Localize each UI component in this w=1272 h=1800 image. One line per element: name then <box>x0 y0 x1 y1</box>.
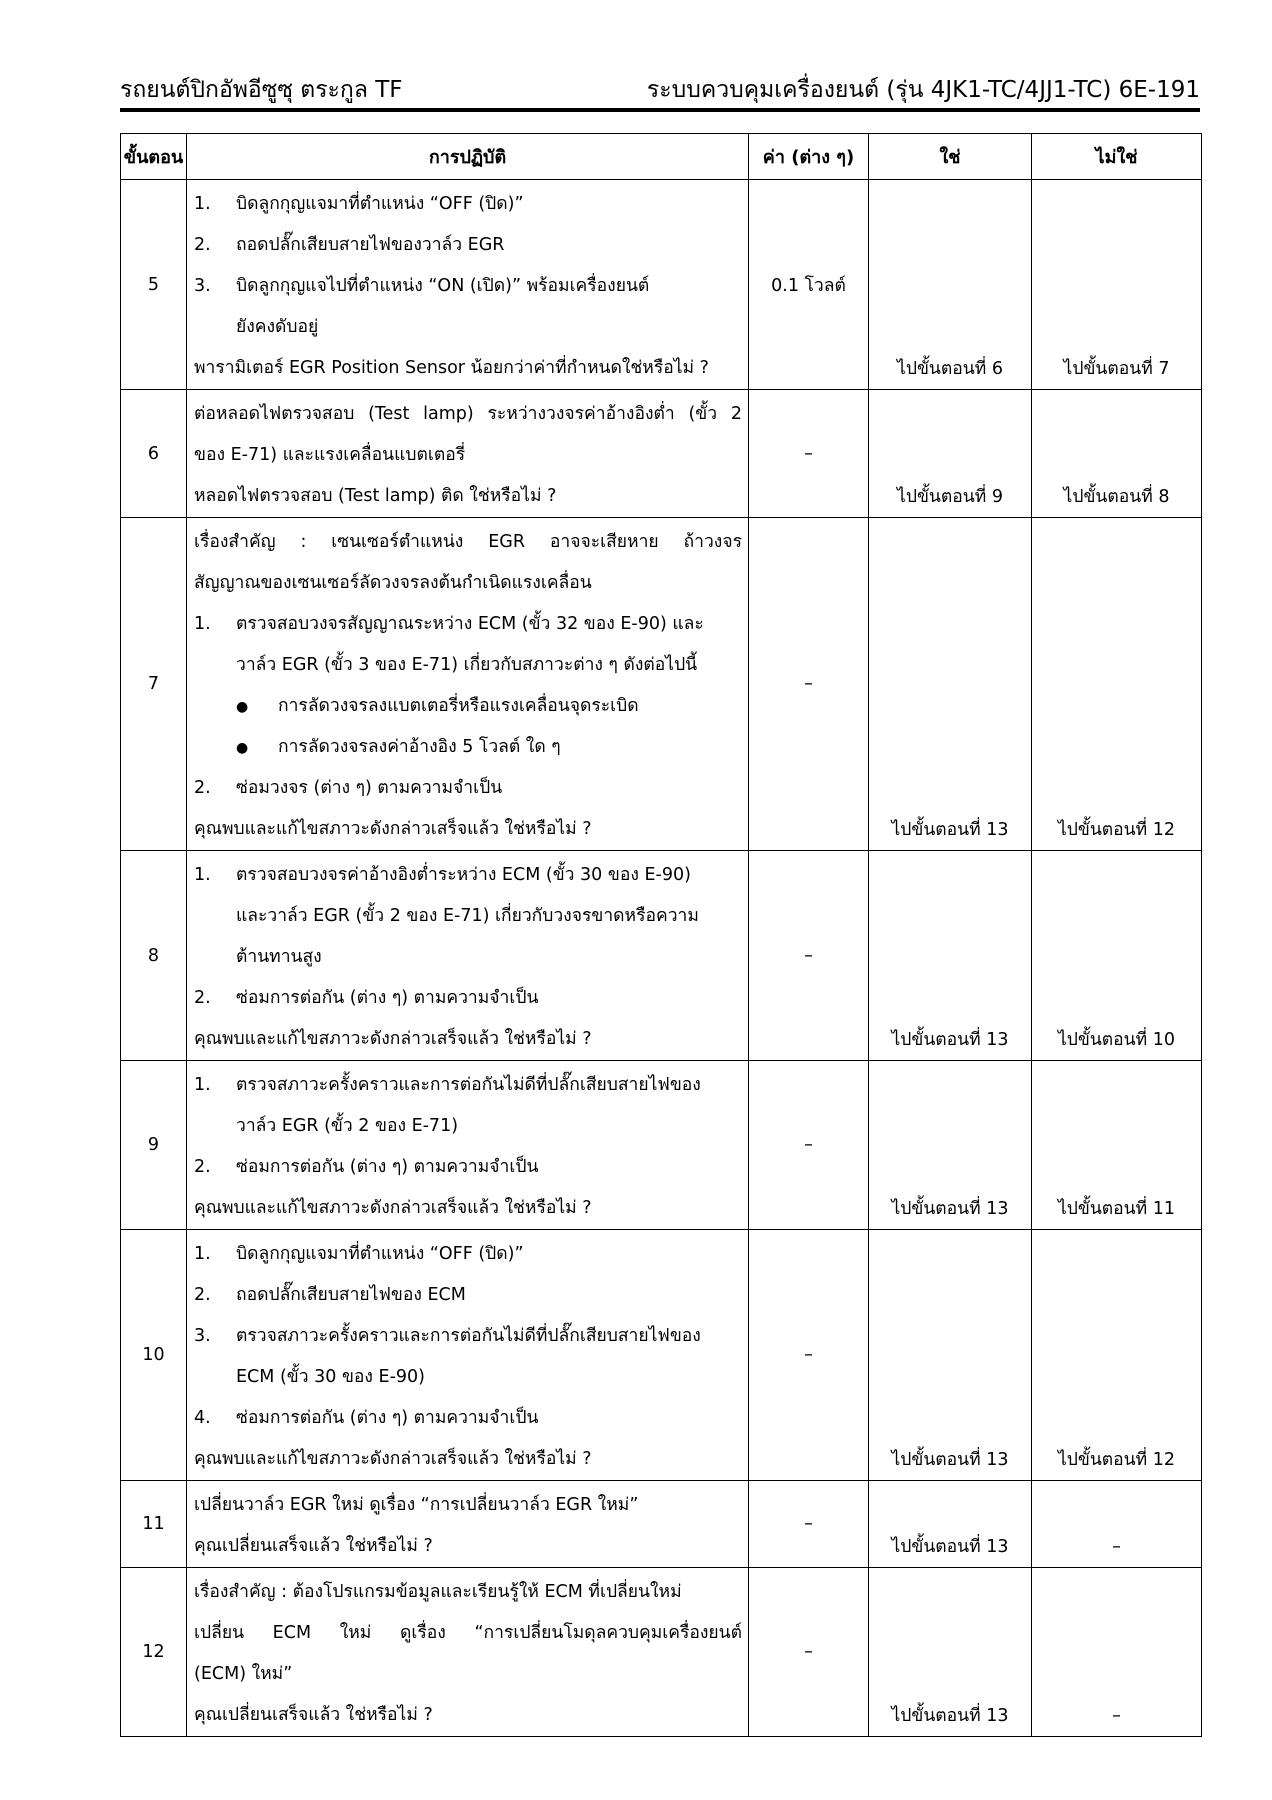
action-cell <box>187 851 749 1061</box>
list-number: 1. <box>194 1075 211 1095</box>
col-header-action: การปฏิบัติ <box>187 134 749 180</box>
bullet-item: การลัดวงจรลงแบตเตอรี่หรือแรงเคลื่อนจุดระเบิด <box>278 696 639 716</box>
action-line: ตรวจสภาวะครั้งคราวและการต่อกันไม่ดีที่ปลั๊กเสียบสายไฟของ <box>236 1326 701 1346</box>
action-line: ตรวจสอบวงจรค่าอ้างอิงต่ำระหว่าง ECM (ขั้ว 30 ของ E-90) <box>236 865 691 885</box>
table-row <box>121 180 1202 390</box>
header-title-left: รถยนต์ปิกอัพอีซูซุ ตระกูล TF <box>120 77 403 103</box>
action-line: ซ่อมวงจร (ต่าง ๆ) ตามความจำเป็น <box>236 778 503 798</box>
action-question: คุณพบและแก้ไขสภาวะดังกล่าวเสร็จแล้ว ใช่หรือไม่ ? <box>194 1198 592 1218</box>
header-title-right: ระบบควบคุมเครื่องยนต์ (รุ่น 4JK1-TC/4JJ1-TC) 6E-191 <box>646 77 1200 103</box>
table-row <box>121 1230 1202 1481</box>
value-cell: – <box>749 1061 869 1230</box>
action-cell <box>187 390 749 518</box>
yes-cell <box>869 390 1032 518</box>
action-line: วาล์ว EGR (ขั้ว 3 ของ E-71) เกี่ยวกับสภาวะต่าง ๆ ดังต่อไปนี้ <box>236 655 698 675</box>
table-row <box>121 1568 1202 1737</box>
action-line: ต้านทานสูง <box>236 947 322 967</box>
action-cell <box>187 518 749 851</box>
action-question: คุณพบและแก้ไขสภาวะดังกล่าวเสร็จแล้ว ใช่หรือไม่ ? <box>194 1029 592 1049</box>
action-line: ซ่อมการต่อกัน (ต่าง ๆ) ตามความจำเป็น <box>236 1408 539 1428</box>
action-line: ของ E-71) และแรงเคลื่อนแบตเตอรี่ <box>194 445 466 465</box>
bullet-icon: ● <box>236 740 249 756</box>
action-question: คุณเปลี่ยนเสร็จแล้ว ใช่หรือไม่ ? <box>194 1705 433 1725</box>
no-cell <box>1032 1230 1202 1481</box>
no-cell <box>1032 1061 1202 1230</box>
yes-cell <box>869 1061 1032 1230</box>
yes-cell <box>869 1568 1032 1737</box>
list-number: 2. <box>194 235 211 255</box>
yes-cell <box>869 851 1032 1061</box>
action-question: คุณเปลี่ยนเสร็จแล้ว ใช่หรือไม่ ? <box>194 1536 433 1556</box>
list-number: 3. <box>194 1326 211 1346</box>
step-number: 6 <box>121 390 187 518</box>
table-row <box>121 851 1202 1061</box>
important-note: เรื่องสำคัญ : เซนเซอร์ตำแหน่ง EGR อาจจะเสียหาย ถ้าวงจร <box>194 532 742 552</box>
list-number: 1. <box>194 194 211 214</box>
action-line: (ECM) ใหม่” <box>194 1664 293 1684</box>
step-number: 9 <box>121 1061 187 1230</box>
important-note: เรื่องสำคัญ : ต้องโปรแกรมข้อมูลและเรียนรู้ให้ ECM ที่เปลี่ยนใหม่ <box>194 1582 682 1602</box>
action-line: ซ่อมการต่อกัน (ต่าง ๆ) ตามความจำเป็น <box>236 1157 539 1177</box>
page-header <box>120 72 1200 108</box>
yes-next-step: ไปขั้นตอนที่ 13 <box>891 1030 1009 1050</box>
action-line: ตรวจสอบวงจรสัญญาณระหว่าง ECM (ขั้ว 32 ของ E-90) และ <box>236 614 704 634</box>
bullet-item: การลัดวงจรลงค่าอ้างอิง 5 โวลต์ ใด ๆ <box>278 737 561 757</box>
no-cell <box>1032 851 1202 1061</box>
list-number: 2. <box>194 988 211 1008</box>
no-next-step: ไปขั้นตอนที่ 8 <box>1063 487 1170 507</box>
value-cell: – <box>749 1230 869 1481</box>
action-question: พารามิเตอร์ EGR Position Sensor น้อยกว่าค่าที่กำหนดใช่หรือไม่ ? <box>194 358 709 378</box>
table-row <box>121 518 1202 851</box>
action-cell <box>187 1481 749 1568</box>
col-header-step: ขั้นตอน <box>121 134 187 180</box>
action-line: สัญญาณของเซนเซอร์ลัดวงจรลงต้นกำเนิดแรงเคลื่อน <box>194 573 592 593</box>
action-line: ยังคงดับอยู่ <box>236 317 319 337</box>
list-number: 1. <box>194 865 211 885</box>
action-line: และวาล์ว EGR (ขั้ว 2 ของ E-71) เกี่ยวกับวงจรขาดหรือความ <box>236 906 699 926</box>
table-row <box>121 390 1202 518</box>
step-number: 12 <box>121 1568 187 1737</box>
table-row <box>121 1481 1202 1568</box>
yes-next-step: ไปขั้นตอนที่ 13 <box>891 1706 1009 1726</box>
yes-cell <box>869 518 1032 851</box>
action-cell <box>187 1061 749 1230</box>
value-cell: – <box>749 1481 869 1568</box>
list-number: 4. <box>194 1408 211 1428</box>
action-question: คุณพบและแก้ไขสภาวะดังกล่าวเสร็จแล้ว ใช่หรือไม่ ? <box>194 1449 592 1469</box>
yes-cell <box>869 1230 1032 1481</box>
yes-next-step: ไปขั้นตอนที่ 13 <box>891 1450 1009 1470</box>
list-number: 2. <box>194 1157 211 1177</box>
table-row <box>121 1061 1202 1230</box>
list-number: 1. <box>194 1244 211 1264</box>
yes-cell <box>869 1481 1032 1568</box>
list-number: 1. <box>194 614 211 634</box>
col-header-no: ไม่ใช่ <box>1032 134 1202 180</box>
yes-cell <box>869 180 1032 390</box>
action-line: ถอดปลั๊กเสียบสายไฟของวาล์ว EGR <box>236 235 505 255</box>
list-number: 2. <box>194 1285 211 1305</box>
step-number: 7 <box>121 518 187 851</box>
value-cell: – <box>749 390 869 518</box>
action-line: ซ่อมการต่อกัน (ต่าง ๆ) ตามความจำเป็น <box>236 988 539 1008</box>
list-number: 2. <box>194 778 211 798</box>
table-header-row <box>121 134 1202 180</box>
no-cell <box>1032 1481 1202 1568</box>
value-cell: – <box>749 518 869 851</box>
action-line: วาล์ว EGR (ขั้ว 2 ของ E-71) <box>236 1116 459 1136</box>
value-cell: – <box>749 1568 869 1737</box>
no-next-step: – <box>1112 1537 1121 1557</box>
no-next-step: ไปขั้นตอนที่ 11 <box>1057 1199 1176 1219</box>
no-cell <box>1032 180 1202 390</box>
action-line: ECM (ขั้ว 30 ของ E-90) <box>236 1367 425 1387</box>
value-cell: 0.1 โวลต์ <box>749 180 869 390</box>
diagnostic-table <box>120 133 1202 1737</box>
header-rule <box>120 108 1200 112</box>
step-number: 5 <box>121 180 187 390</box>
no-next-step: ไปขั้นตอนที่ 7 <box>1063 359 1170 379</box>
action-question: หลอดไฟตรวจสอบ (Test lamp) ติด ใช่หรือไม่ ? <box>194 486 557 506</box>
action-cell <box>187 1230 749 1481</box>
action-cell <box>187 1568 749 1737</box>
step-number: 11 <box>121 1481 187 1568</box>
no-cell <box>1032 518 1202 851</box>
col-header-value: ค่า (ต่าง ๆ) <box>749 134 869 180</box>
yes-next-step: ไปขั้นตอนที่ 9 <box>897 487 1003 507</box>
action-cell <box>187 180 749 390</box>
action-line: ตรวจสภาวะครั้งคราวและการต่อกันไม่ดีที่ปลั๊กเสียบสายไฟของ <box>236 1075 701 1095</box>
list-number: 3. <box>194 276 211 296</box>
action-line: เปลี่ยน ECM ใหม่ ดูเรื่อง “การเปลี่ยนโมดุลควบคุมเครื่องยนต์ <box>194 1623 742 1643</box>
yes-next-step: ไปขั้นตอนที่ 13 <box>891 820 1009 840</box>
step-number: 8 <box>121 851 187 1061</box>
yes-next-step: ไปขั้นตอนที่ 13 <box>891 1199 1009 1219</box>
no-cell <box>1032 390 1202 518</box>
bullet-icon: ● <box>236 699 249 715</box>
value-cell: – <box>749 851 869 1061</box>
action-line: เปลี่ยนวาล์ว EGR ใหม่ ดูเรื่อง “การเปลี่ยนวาล์ว EGR ใหม่” <box>194 1495 639 1515</box>
yes-next-step: ไปขั้นตอนที่ 6 <box>897 359 1003 379</box>
no-next-step: – <box>1112 1706 1121 1726</box>
action-line: บิดลูกกุญแจมาที่ตำแหน่ง “OFF (ปิด)” <box>236 194 524 214</box>
step-number: 10 <box>121 1230 187 1481</box>
no-next-step: ไปขั้นตอนที่ 12 <box>1057 820 1176 840</box>
no-next-step: ไปขั้นตอนที่ 10 <box>1057 1030 1176 1050</box>
action-line: ถอดปลั๊กเสียบสายไฟของ ECM <box>236 1285 466 1305</box>
action-line: บิดลูกกุญแจไปที่ตำแหน่ง “ON (เปิด)” พร้อมเครื่องยนต์ <box>236 276 650 296</box>
yes-next-step: ไปขั้นตอนที่ 13 <box>891 1537 1009 1557</box>
no-cell <box>1032 1568 1202 1737</box>
action-question: คุณพบและแก้ไขสภาวะดังกล่าวเสร็จแล้ว ใช่หรือไม่ ? <box>194 819 592 839</box>
col-header-yes: ใช่ <box>869 134 1032 180</box>
action-line: บิดลูกกุญแจมาที่ตำแหน่ง “OFF (ปิด)” <box>236 1244 524 1264</box>
no-next-step: ไปขั้นตอนที่ 12 <box>1057 1450 1176 1470</box>
action-line: ต่อหลอดไฟตรวจสอบ (Test lamp) ระหว่างวงจรค่าอ้างอิงต่ำ (ขั้ว 2 <box>194 404 742 424</box>
